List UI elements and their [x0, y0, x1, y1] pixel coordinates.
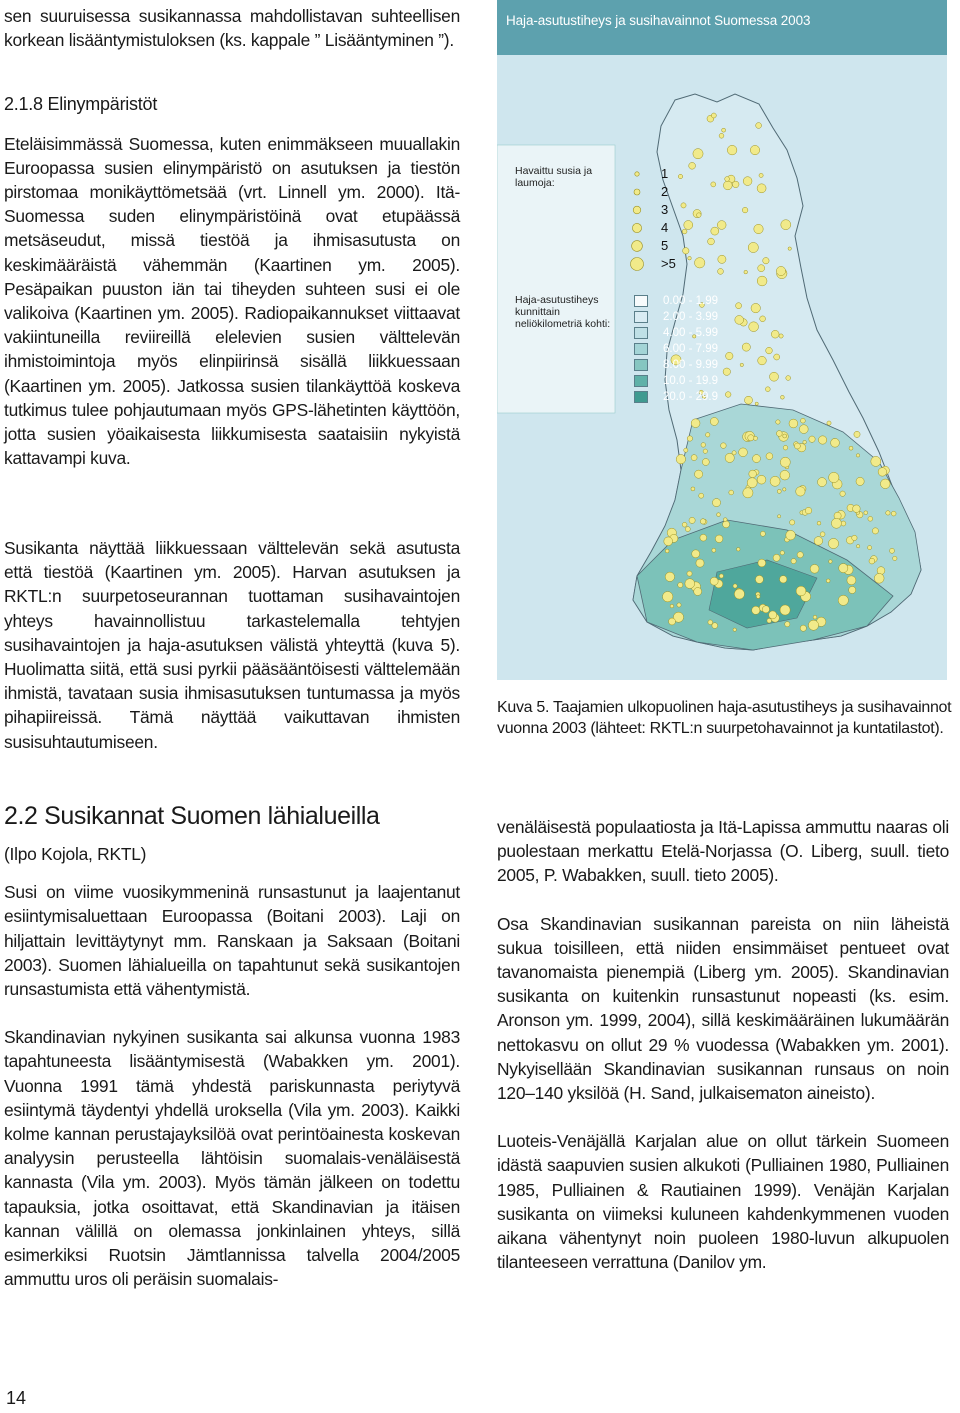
sighting-marker — [786, 376, 791, 381]
finland-map — [497, 0, 947, 680]
sighting-marker — [708, 238, 715, 245]
sighting-marker — [711, 182, 716, 187]
sighting-marker — [872, 528, 878, 534]
sighting-marker — [758, 559, 766, 567]
sighting-marker — [829, 560, 833, 564]
sighting-marker — [849, 446, 853, 450]
sighting-marker — [743, 488, 753, 498]
sighting-marker — [697, 213, 702, 218]
sighting-marker — [719, 574, 723, 578]
sighting-marker — [769, 611, 777, 619]
sighting-marker — [763, 258, 769, 264]
sighting-marker — [797, 552, 803, 558]
sighting-marker — [717, 513, 721, 517]
sighting-marker — [745, 396, 753, 404]
density-swatch-1 — [634, 311, 648, 323]
scandinavia-growth-paragraph: Osa Skandinavian susikannan pareista on niin läheistä sukua toisilleen, että niiden ensimmäiset pentueet ovat tavanomaista pienempiä (Liberg ym. 2005). Skandinavian susikanta on kuitenkin runsastunut nopeasti (ks. esim. Aronson ym. 1999, 2004), sillä keskimääräinen lukumäärän nettokasvu on ollut 29 % vuodessa (Wabakken ym. 2001). Nykyisellään Skandinavian susikannan runsaus on noin 120–140 yksilöä (H. Sand, julkaisematon aineisto). — [497, 913, 949, 1104]
sighting-marker — [871, 456, 881, 466]
sighting-marker — [747, 478, 757, 488]
sighting-marker — [760, 316, 766, 322]
sighting-marker — [718, 255, 726, 263]
sighting-marker — [829, 472, 839, 482]
sighting-marker — [723, 521, 730, 528]
sighting-marker — [774, 354, 780, 360]
sightings-legend-label: Havaittu susia ja laumoja: — [515, 165, 593, 189]
legend-sighting-marker — [633, 206, 641, 214]
sighting-marker — [752, 606, 760, 614]
sighting-marker — [847, 576, 856, 585]
sighting-marker — [723, 368, 730, 375]
sighting-marker — [687, 436, 692, 441]
sighting-marker — [780, 551, 784, 555]
sighting-marker — [748, 435, 754, 441]
sighting-marker — [665, 572, 674, 581]
sighting-marker — [771, 330, 779, 338]
density-range-5: 10.0 - 19.9 — [663, 375, 718, 387]
sighting-marker — [868, 516, 873, 521]
sighting-marker — [780, 576, 787, 583]
sighting-marker — [693, 149, 703, 159]
sighting-marker — [725, 177, 730, 182]
sighting-marker — [664, 537, 673, 546]
sighting-marker — [800, 625, 806, 631]
avoidance-paragraph: Susikanta näyttää liikkuessaan välttelevän sekä asutusta että tiestöä (Kaartinen ym. 2005). Harvan asutuksen ja RKTL:n suurpetoseurannan tuottaman susihavaintojen yhteys havainnollistuu tarkastelemalla tehtyjen susihavaintojen ja haja-asutuksen välistä yhteyttä (kuva 5). Huolimatta siitä, että susi pyrkii pääsääntöisesti välttelemään ihmistä, tavataan susia ihmisasutuksen tuntumassa ja myös pihapiireissä. Tämä näyttää vaikuttavan ihmisten susisuhtautumiseen. — [4, 538, 460, 752]
sighting-marker — [758, 356, 767, 365]
sighting-marker — [729, 490, 734, 495]
sighting-marker — [783, 445, 788, 450]
sighting-marker — [773, 554, 780, 561]
density-range-2: 4.00 - 5.99 — [663, 327, 718, 339]
sighting-marker — [677, 603, 681, 607]
sighting-marker — [856, 477, 864, 485]
sighting-marker — [735, 316, 744, 325]
sighting-marker — [801, 418, 806, 423]
sighting-marker — [691, 487, 695, 491]
sighting-marker — [749, 470, 757, 478]
sighting-marker — [828, 538, 838, 548]
density-range-4: 8.00 - 9.99 — [663, 359, 718, 371]
sighting-marker — [678, 174, 682, 178]
sighting-marker — [725, 392, 731, 398]
sighting-marker — [827, 421, 831, 425]
sighting-marker — [718, 269, 724, 275]
sighting-marker — [757, 184, 766, 193]
sighting-marker — [669, 618, 676, 625]
sighting-marker — [757, 475, 766, 484]
sightings-value-4: 4 — [661, 220, 669, 235]
sighting-marker — [754, 224, 763, 233]
density-range-1: 2.00 - 3.99 — [663, 311, 718, 323]
sightings-value-5: 5 — [661, 238, 669, 253]
sighting-marker — [818, 436, 826, 444]
density-range-3: 6.00 - 7.99 — [663, 343, 718, 355]
sighting-marker — [712, 623, 718, 629]
sighting-marker — [708, 620, 713, 625]
sighting-marker — [878, 468, 887, 477]
sighting-marker — [750, 145, 759, 154]
sighting-marker — [703, 449, 707, 453]
scandinavia-paragraph: Skandinavian nykyinen susikanta sai alkunsa vuonna 1983 tapahtuneesta lisääntymisestä (Wabakken ym. 2001). Vuonna 1991 tämä yhdestä pariskunnasta periytyvä esiintymä täydentyi yhdellä uroksella (Vila ym. 2003). Kaikki kolme kannan perustajayksilöä ovat perintöainesta koskevan analyysin perusteella lähtöisin suomalais-venäläisestä kannasta (Vila ym. 2003). Myös tämän jälkeen on todettu tapauksia, jotka osoittavat, että Skandinavian ja itäisen kannan välillä on olemassa jonkinlainen yhteys, sillä esimerkiksi Ruotsin Jämtlannissa talvella 2004/2005 ammuttu uros oli peräisin suomalais- — [4, 1027, 460, 1290]
sighting-marker — [780, 457, 790, 467]
sighting-marker — [682, 522, 687, 527]
sighting-marker — [712, 499, 720, 507]
sighting-marker — [682, 229, 687, 234]
sighting-marker — [710, 418, 718, 426]
sighting-marker — [874, 573, 884, 583]
sighting-marker — [869, 558, 875, 564]
sighting-marker — [831, 438, 840, 447]
legend-sighting-marker — [635, 172, 639, 176]
sighting-marker — [689, 517, 695, 523]
sighting-marker — [839, 564, 848, 573]
sighting-marker — [691, 455, 697, 461]
sighting-marker — [760, 531, 765, 536]
sighting-marker — [663, 592, 673, 602]
sighting-marker — [701, 443, 706, 448]
sighting-marker — [805, 507, 812, 514]
sighting-marker — [755, 575, 763, 583]
map-title: Haja-asutustiheys ja susihavainnot Suomessa 2003 — [506, 13, 811, 28]
map-figure — [497, 0, 947, 680]
density-legend-label: Haja-asutustiheys kunnittain neliökilometriä kohti: — [515, 294, 611, 330]
sighting-marker — [732, 181, 739, 188]
nearby-areas-paragraph: Susi on viime vuosikymmeninä runsastunut ja laajentanut esiintymisaluettaan Euroopassa (Boitani 2003). Laji on hiljattain levittäytynyt mm. Ranskaan ja Saksaan (Boitani 2003). Suomen lähialueilla on tapahtunut sekä susikantojen runsastumista että vähentymistä. — [4, 882, 460, 1000]
sighting-marker — [814, 537, 823, 546]
sighting-marker — [762, 606, 769, 613]
density-swatch-5 — [634, 375, 648, 387]
sighting-marker — [753, 455, 761, 463]
density-swatch-2 — [634, 327, 648, 339]
sighting-marker — [790, 520, 795, 525]
legend-sighting-marker — [634, 189, 640, 195]
author-line: (Ilpo Kojola, RKTL) — [4, 844, 147, 864]
sighting-marker — [820, 532, 825, 537]
sighting-marker — [665, 549, 669, 553]
sighting-marker — [781, 395, 785, 399]
sightings-value-3: 3 — [661, 202, 669, 217]
sighting-marker — [711, 227, 719, 235]
sighting-marker — [733, 584, 737, 588]
sighting-marker — [758, 265, 765, 272]
sighting-marker — [727, 145, 737, 155]
sighting-marker — [799, 425, 808, 434]
sightings-value-2: 2 — [661, 184, 669, 199]
sighting-marker — [700, 519, 705, 524]
sighting-marker — [744, 270, 748, 274]
sighting-marker — [742, 207, 748, 213]
legend-sighting-marker — [632, 241, 643, 252]
sighting-marker — [734, 589, 744, 599]
page-number: 14 — [6, 1388, 27, 1408]
sighting-marker — [840, 491, 845, 496]
sighting-marker — [706, 433, 710, 437]
sighting-marker — [725, 453, 734, 462]
sighting-marker — [808, 620, 818, 630]
intro-paragraph: sen suuruisessa susikannassa mahdollistavan suhteellisen korkean lisääntymistuloksen (ks. kappale ” Lisääntyminen ”). — [4, 6, 460, 51]
sighting-marker — [796, 586, 806, 596]
sighting-marker — [893, 556, 897, 560]
habitat-paragraph: Eteläisimmässä Suomessa, kuten enimmäkseen muuallakin Euroopassa susien elinympäristö on asutuksen ja tiestön pirstomaa monikäyttömetsää (vrt. Linnell ym. 2000). Itä-Suomessa suden elinympäristöinä ovat etupäässä metsäseudut, missä tiestöä ja ihmisasutusta on keskimääräistä vähemmän (Kaartinen ym. 2005). Pesäpaikan puuston iän tai tiheyden suhteen susi ei ole valikoiva (Kaartinen ym. 2005). Radiopaikannukset viittaavat vakiintuneilla reviireillä elelevien susien välttelevän ihmistoimintoja myös elinpiirinsä sisällä liikkuessaan (Kaartinen ym. 2005). Jatkossa susien tilankäyttöä koskeva tutkimus tulee pohjautumaan myös GPS-lähetinten käyttöön, jotta susien yöaikaisesta liikkumisesta saataisiin nykyistä kattavampi kuva. — [4, 133, 460, 469]
sighting-marker — [783, 434, 787, 438]
sighting-marker — [770, 372, 779, 381]
sighting-marker — [783, 488, 786, 491]
section-heading: 2.1.8 Elinympäristöt — [4, 94, 158, 115]
sighting-marker — [711, 113, 716, 118]
sighting-marker — [776, 266, 785, 275]
sighting-marker — [856, 545, 859, 548]
sighting-marker — [891, 511, 896, 516]
sighting-marker — [688, 256, 692, 260]
sighting-marker — [739, 448, 748, 457]
chapter-heading: 2.2 Susikannat Suomen lähialueilla — [4, 802, 380, 830]
sighting-marker — [736, 303, 742, 309]
sighting-marker — [694, 588, 702, 596]
sighting-marker — [776, 431, 782, 437]
sighting-marker — [712, 548, 716, 552]
sighting-marker — [796, 487, 805, 496]
sighting-marker — [684, 448, 688, 452]
sighting-marker — [777, 489, 781, 493]
sighting-marker — [743, 177, 752, 186]
left-column-middle — [4, 536, 460, 754]
sighting-marker — [733, 628, 736, 631]
legend-sighting-marker — [632, 223, 641, 232]
sighting-marker — [723, 181, 732, 190]
sighting-marker — [838, 595, 848, 605]
left-column-top — [4, 4, 460, 470]
sighting-marker — [785, 622, 790, 627]
sighting-marker — [755, 402, 758, 405]
sighting-marker — [854, 431, 860, 437]
sighting-marker — [676, 455, 685, 464]
sighting-marker — [780, 605, 790, 615]
sighting-marker — [809, 436, 815, 442]
sighting-marker — [726, 352, 733, 359]
sighting-marker — [778, 515, 781, 518]
sighting-marker — [737, 548, 741, 552]
sighting-marker — [849, 586, 856, 593]
sighting-marker — [756, 123, 762, 129]
sighting-marker — [786, 530, 796, 540]
sighting-marker — [853, 505, 861, 513]
sighting-marker — [841, 521, 846, 526]
sighting-marker — [742, 343, 750, 351]
sighting-marker — [670, 604, 674, 608]
sighting-marker — [691, 419, 700, 428]
sightings-value-1: 1 — [661, 166, 669, 181]
sighting-marker — [818, 478, 827, 487]
sighting-marker — [791, 559, 796, 564]
sighting-marker — [700, 534, 707, 541]
density-range-0: 0.00 - 1.99 — [663, 295, 718, 307]
sighting-marker — [710, 577, 718, 585]
density-swatch-6 — [634, 391, 648, 403]
sighting-marker — [722, 128, 726, 132]
density-swatch-0 — [634, 295, 648, 307]
sighting-marker — [852, 535, 857, 540]
sighting-marker — [757, 276, 767, 286]
sighting-marker — [817, 521, 821, 525]
sighting-marker — [780, 470, 790, 480]
legend-sighting-markers — [631, 172, 644, 271]
sighting-marker — [826, 579, 830, 583]
sighting-marker — [685, 579, 695, 589]
continuation-paragraph: venäläisestä populaatiosta ja Itä-Lapissa ammuttu naaras oli puolestaan merkattu Etelä-Norjassa (O. Liberg, suull. tieto 2005, P. Wabakken, suull. tieto 2005). — [497, 817, 949, 886]
sighting-marker — [740, 363, 743, 366]
figure-caption: Kuva 5. Taajamien ulkopuolinen haja-asutustiheys ja susihavainnot vuonna 2003 (lähteet: RKTL:n suurpetohavainnot ja kuntatilastot). — [497, 699, 952, 737]
sighting-marker — [696, 559, 704, 567]
sighting-marker — [683, 248, 689, 254]
sighting-marker — [781, 220, 791, 230]
sighting-marker — [766, 453, 773, 460]
sighting-marker — [864, 511, 868, 515]
sighting-marker — [770, 476, 780, 486]
sighting-marker — [681, 203, 686, 208]
sighting-marker — [684, 221, 693, 230]
sighting-marker — [766, 347, 773, 354]
sighting-marker — [788, 247, 791, 250]
sighting-marker — [881, 479, 891, 489]
sighting-marker — [886, 511, 890, 515]
sighting-marker — [702, 459, 709, 466]
sighting-marker — [868, 546, 872, 550]
sighting-marker — [685, 527, 690, 532]
sighting-marker — [759, 173, 763, 177]
sighting-marker — [748, 242, 758, 252]
density-swatch-4 — [634, 359, 648, 371]
sighting-marker — [789, 419, 798, 428]
sighting-marker — [692, 550, 700, 558]
sighting-marker — [695, 470, 703, 478]
right-column-bottom — [497, 815, 949, 1274]
sighting-marker — [723, 518, 727, 522]
sighting-marker — [776, 420, 780, 424]
sighting-marker — [751, 303, 760, 312]
sighting-marker — [810, 564, 819, 573]
sighting-marker — [695, 258, 705, 268]
density-range-6: 20.0 - 29.9 — [663, 391, 718, 403]
sighting-marker — [721, 443, 727, 449]
legend-sighting-marker — [631, 258, 644, 271]
sighting-marker — [794, 443, 800, 449]
sighting-marker — [890, 548, 895, 553]
sighting-marker — [715, 535, 723, 543]
sighting-marker — [689, 162, 696, 169]
density-swatch-3 — [634, 343, 648, 355]
sighting-marker — [749, 322, 759, 332]
sighting-marker — [831, 518, 841, 528]
sighting-marker — [719, 133, 724, 138]
sighting-marker — [813, 615, 817, 619]
karelia-paragraph: Luoteis-Venäjällä Karjalan alue on ollut tärkein Suomeen idästä saapuvien susien alkukoti (Pulliainen 1980, Pulliainen 1985, Pulliainen & Rautiainen 1999). Venäjän Karjalan susikanta on viimeksi kuluneen kahdenkymmenen vuoden aikana vähentynyt noin puoleen 1980-luvun alkupuolen tilanteeseen verrattuna (Danilov ym. — [497, 1131, 949, 1273]
sighting-marker — [765, 387, 770, 392]
sighting-marker — [779, 334, 783, 338]
sighting-marker — [687, 571, 692, 576]
sightings-value-over-5: >5 — [661, 256, 676, 271]
left-column-bottom — [4, 800, 460, 1291]
sighting-marker — [717, 221, 726, 230]
sighting-marker — [856, 454, 859, 457]
sighting-marker — [803, 440, 807, 444]
sighting-marker — [678, 582, 683, 587]
sighting-marker — [699, 493, 704, 498]
sighting-marker — [756, 595, 760, 599]
